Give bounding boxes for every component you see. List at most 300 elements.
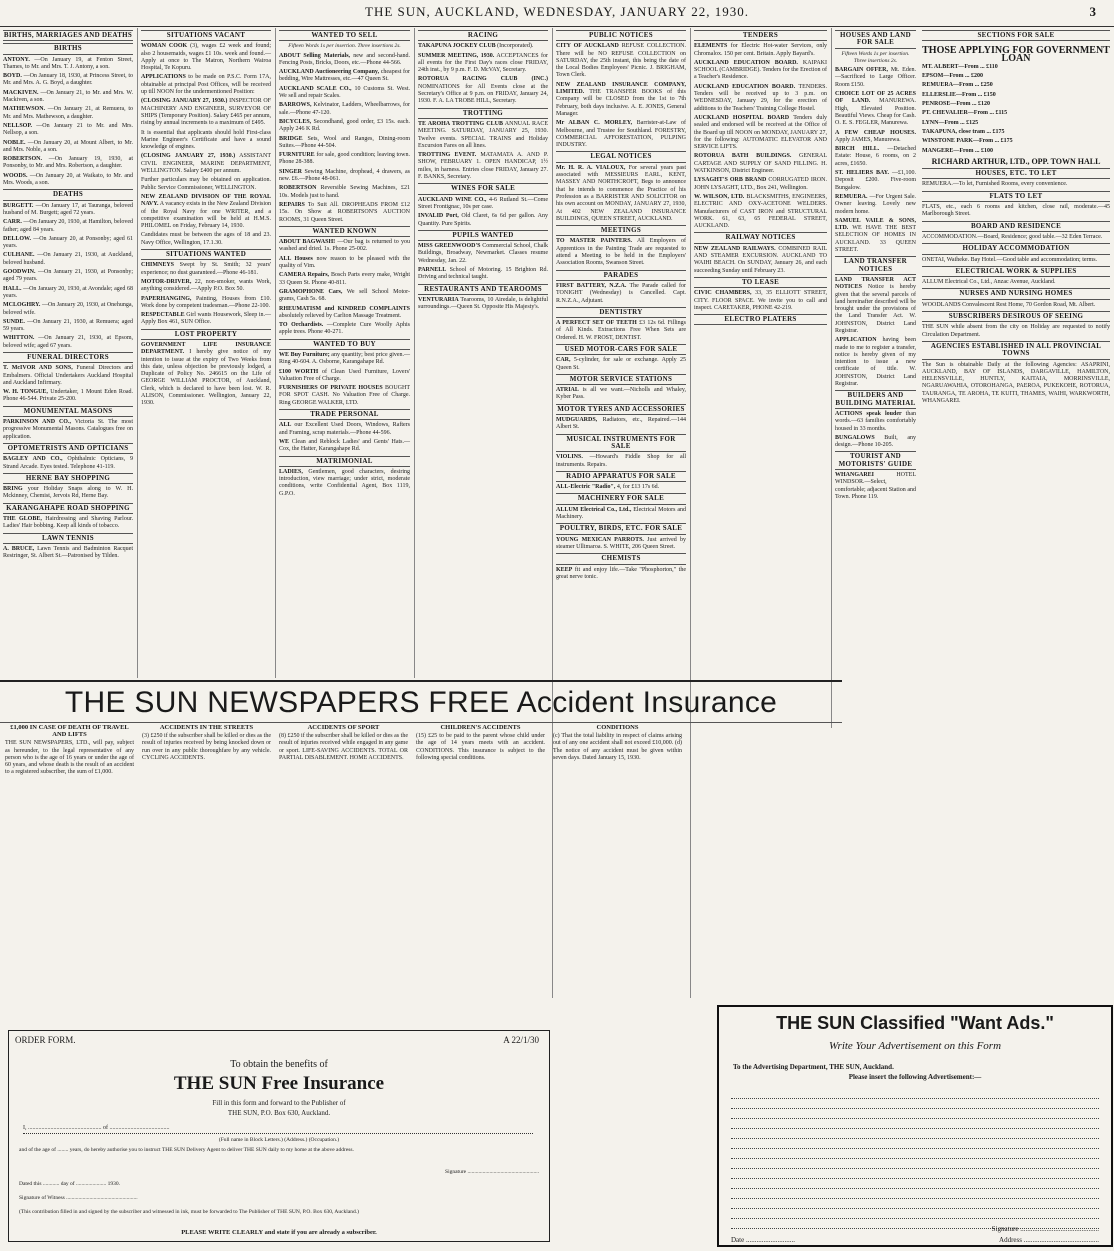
- price-list: [922, 64, 1110, 155]
- notice-caption: ELEMENTS: [694, 43, 728, 50]
- notice-item: [279, 239, 410, 254]
- notice-text: Old Claret, 6s 6d per gallon. Any Quantity. Pure Spirits.: [418, 213, 549, 227]
- notice-caption: T. McIVOR AND SONS,: [3, 365, 73, 372]
- section-heading: TOURIST AND MOTORISTS' GUIDE: [835, 451, 916, 470]
- notice-caption: REPAIRS: [279, 201, 305, 208]
- notice-item: [3, 546, 133, 561]
- section-heading: POULTRY, BIRDS, ETC. FOR SALE: [556, 523, 686, 534]
- notice-caption: CULHANE.: [3, 252, 35, 259]
- loan-title: THOSE APPLYING FOR GOVERNMENT LOAN: [922, 45, 1110, 64]
- notice-text: —On January 20, 1930, at Hamilton, beloved father; aged 84 years.: [3, 219, 134, 233]
- notice-text: The Sun is obtainable Daily at the following Agencies: ASAPRINI, AUCKLAND, BAY OF ISLANDS, DARGAVILLE, HAMILTON, HELENSVILLE, HUNTLY, KAITAIA, MORRINSVILLE, NGARUAWAHIA, OTOROHANGA, PAEROA, PUKEKOHE, ROTORUA, TAURANGA, TE AROHA, TE KUITI, THAMES, WAIHI, WARKWORTH, WHANGAREI.: [922, 361, 1110, 404]
- notice-caption: ABOUT Selling Materials,: [279, 52, 351, 59]
- notice-caption: BAGLEY AND CO.,: [3, 456, 63, 463]
- notice-text: ACCOMMODATION.—Board, Residence; good table.—32 Eden Terrace.: [922, 233, 1103, 240]
- section-heading: TROTTING: [418, 108, 548, 119]
- notice-caption: INVALID Port,: [418, 213, 459, 220]
- notice-item: [556, 357, 686, 372]
- notice-item: [418, 43, 548, 50]
- notice-caption: AUCKLAND EDUCATION BOARD.: [694, 83, 796, 90]
- notice-text: REMUERA.—To let, Furnished Rooms, every convenience.: [922, 181, 1068, 188]
- notice-caption: ANTONY.: [3, 56, 30, 63]
- dated-field[interactable]: Dated this ............ day of ...................... 1930.: [19, 1181, 120, 1187]
- notice-text: We sell School Motor-grams, Cash 5s. 68.: [279, 288, 410, 303]
- section-heading: MOTOR TYRES AND ACCESSORIES: [556, 404, 686, 415]
- price-list-item: REMUERA—From ... £250: [922, 82, 993, 89]
- notice-text: Apply JAMES, Manurewa.: [835, 136, 901, 143]
- order-form-number: A 22/1/30: [503, 1035, 539, 1045]
- notice-text: £3 12s 6d. Fillings of All Kinds. Extractions Free When Sets are Ordered. H. W. FROST, DENTIST.: [556, 320, 686, 341]
- section-heading: WANTED TO SELL: [279, 30, 410, 41]
- notice-item: [141, 279, 271, 294]
- column-4: [414, 28, 551, 678]
- notice-item: [556, 507, 686, 522]
- notice-text: MATAMATA A. AND P. SHOW, FEBRUARY 1. OPEN HANDICAP, 1½ miles, in harness. Entries close FRIDAY, January 27. F. BANKS, Secretary.: [418, 152, 548, 181]
- other-sections: [922, 168, 1110, 405]
- notice-caption: NEW ZEALAND INSURANCE COMPANY, LIMITED.: [556, 81, 686, 96]
- want-ads-form: [717, 1005, 1113, 1247]
- notice-text: Hairdressing and Shaving Parlour. Ladies' Hair bobbing. Keep all kinds of tobacco.: [3, 516, 134, 530]
- page-number: 3: [1089, 4, 1096, 19]
- notice-item: [694, 290, 827, 312]
- section-heading: KARANGAHAPE ROAD SHOPPING: [3, 503, 133, 514]
- insurance-text: (3) £250 if the subscriber shall be killed or dies as the result of injuries received by being knocked down or run over in any public thoroughfare by any vehicle. CYCLING ACCIDENTS.: [142, 733, 271, 761]
- notice-text: CORRUGATED IRON. JOHN LYSAGHT, LTD., Box 241, Wellington.: [694, 177, 827, 191]
- notice-item: [694, 84, 827, 113]
- notice-caption: HALL.: [3, 285, 22, 292]
- notice-text: THE TRANSFER BOOKS of this Company will be CLOSED from the 1st to 7th February, both days inclusive. A. E. JONES, General Manager.: [556, 89, 686, 117]
- section-heading: MEETINGS: [556, 225, 686, 236]
- want-ads-to: To the Advertising Department, THE SUN, Auckland.: [733, 1063, 894, 1071]
- insurance-heading: CHILDREN'S ACCIDENTS: [440, 724, 521, 731]
- notice-caption: Mr ALBAN C. MORLEY,: [556, 120, 633, 127]
- section-heading: HOUSES, ETC. TO LET: [922, 168, 1110, 179]
- ad-line[interactable]: [731, 1119, 1099, 1129]
- notice-text: A vacancy exists in the New Zealand Division of the Royal Navy for one WRITER, and a competitive examination will be held at H.M.S. PHILOMEL on Friday, February 14, 1930.: [141, 201, 272, 230]
- notice-text: Lawn Tennis and Badminton Racquet Restringer, St. Albert St.—Patronised by Tilden.: [3, 545, 133, 560]
- notice-item: [3, 389, 133, 404]
- order-address: THE SUN, P.O. Box 630, Auckland.: [227, 1109, 331, 1117]
- notice-text: (Incorporated).: [497, 43, 534, 50]
- order-title: THE SUN Free Insurance: [173, 1073, 385, 1094]
- notice-caption: (CLOSING JANUARY 27, 1930.): [141, 98, 228, 105]
- notice-item: [141, 177, 271, 192]
- section-heading: MONUMENTAL MASONS: [3, 406, 133, 417]
- order-fill: Fill in this form and forward to the Publisher of: [212, 1099, 346, 1107]
- sections-for-sale-column: [922, 28, 1110, 407]
- notice-caption: KEEP: [556, 566, 573, 573]
- notice-text: Electrical Motors and Machinery.: [556, 506, 687, 521]
- signature-field[interactable]: Signature ....................................................: [445, 1169, 539, 1175]
- notice-caption: FURNITURE: [279, 152, 315, 159]
- notice-caption: SAMUEL VAILE & SONS, LTD.: [835, 217, 916, 232]
- notice-item: [279, 152, 410, 167]
- notice-item: [141, 342, 271, 408]
- notice-caption: BIRCH HILL.: [835, 146, 880, 153]
- notice-caption: AUCKLAND EDUCATION BOARD.: [694, 59, 798, 66]
- masthead: [0, 0, 1114, 27]
- notice-caption: LADIES,: [279, 468, 303, 475]
- ad-line[interactable]: [731, 1189, 1099, 1199]
- section-heading: USED MOTOR-CARS FOR SALE: [556, 344, 686, 355]
- notice-caption: CIVIC CHAMBERS,: [694, 290, 752, 297]
- section-heading: HOLIDAY ACCOMMODATION: [922, 243, 1110, 254]
- ad-line[interactable]: [731, 1159, 1099, 1169]
- notice-item: [141, 130, 271, 152]
- notice-caption: AUCKLAND SCALE CO.,: [279, 85, 352, 92]
- notice-caption: BRIDGE: [279, 135, 303, 142]
- section-heading: RAILWAY NOTICES: [694, 232, 827, 243]
- name-field[interactable]: I, ................................................. of ........................................: [23, 1125, 533, 1134]
- notice-text: —On January 18, 1930, at Princess Street, to Mr. and Mrs. A. G. Boyd, a daughter.: [3, 73, 134, 87]
- section-heading: BOARD AND RESIDENCE: [922, 221, 1110, 232]
- ad-line[interactable]: [731, 1209, 1099, 1219]
- notice-caption: A. BRUCE,: [3, 545, 35, 552]
- notice-item: [418, 53, 548, 75]
- notice-caption: WE Buy Furniture;: [279, 351, 330, 358]
- insurance-heading: ACCIDENTS OF SPORT: [307, 724, 380, 731]
- notice-text: —On January 21, 1930, at Epsom, beloved wife; aged 67 years.: [3, 335, 133, 349]
- section-heading: DENTISTRY: [556, 307, 686, 318]
- notice-item: [556, 238, 686, 267]
- notice-text: Tenders duly sealed and endorsed will be received at the Office of the Board up till NOON on MONDAY, JANUARY 27, for the following: AUTOMATIC ELEVATOR AND SERVICE LIFTS.: [694, 114, 827, 151]
- notice-item: [418, 243, 548, 265]
- ad-line[interactable]: [731, 1139, 1099, 1149]
- notice-text: Tearooms, 10 Airedale, is delightful surroundings.—Queen St. Opposite His Majesty's.: [418, 296, 548, 311]
- notice-item: [3, 73, 133, 88]
- notice-caption: MOTOR-DRIVER,: [141, 278, 192, 285]
- notice-caption: SUNDE.: [3, 318, 25, 325]
- notice-text: Undertaker, 1 Mount Eden Road. Phone 46-544. Private 25-200.: [3, 389, 133, 403]
- price-list-item: LYNN—From ... £125: [922, 119, 979, 126]
- notice-item: [279, 136, 410, 151]
- insurance-text: THE SUN NEWSPAPERS, LTD., will pay, subject as hereunder, to the legal representative of any person who is the age of 16 years or under the age of 60 years, and whose death is the result of an accident to a registered subscriber, the sum of £1,000.: [5, 740, 134, 776]
- notice-text: COMBINED RAIL AND STEAMER EXCURSION. AUCKLAND TO WAIHI BEACH. On SUNDAY, January 26, and each succeeding Sunday until February 23.: [694, 245, 827, 274]
- notice-text: Barrister-at-Law of Melbourne, and Trustee for Southland. FORESTRY, COMMERCIAL AFFORESTATION, PULPING INDUSTRY.: [556, 120, 687, 149]
- notice-item: [418, 76, 548, 105]
- notice-caption: WHITTON.: [3, 335, 35, 342]
- masthead-title: THE SUN, AUCKLAND, WEDNESDAY, JANUARY 22, 1930.: [365, 4, 749, 19]
- notice-text: —On January 20, at Mount Albert, to Mr. and Mrs. Noble, a son.: [3, 139, 133, 153]
- order-form-label: ORDER FORM.: [15, 1035, 76, 1045]
- section-heading: ELECTRICAL WORK & SUPPLIES: [922, 266, 1110, 277]
- notice-text: Further particulars may be obtained on application. Public Service Commissioner, WELLINGTON.: [141, 177, 271, 191]
- notice-caption: £100 WORTH: [279, 368, 319, 375]
- notice-caption: CAMERA Repairs,: [279, 272, 330, 279]
- order-warning: PLEASE WRITE CLEARLY and state if you are already a subscriber.: [181, 1229, 377, 1236]
- notice-caption: BUNGALOWS: [835, 434, 875, 441]
- notice-item: [835, 67, 916, 89]
- notice-item: [3, 219, 133, 234]
- ad-line[interactable]: [731, 1099, 1099, 1109]
- notice-item: [556, 165, 686, 223]
- notice-item: [694, 177, 827, 192]
- notice-text: Radiators, etc., Repaired.—144 Albert St.: [556, 417, 686, 431]
- notice-item: [279, 202, 410, 224]
- section-heading: PARADES: [556, 270, 686, 281]
- insurance-text: (8) £250 if the subscriber shall be killed or dies as the result of injuries received while engaged in any game or sport. LIFE-SAVING ACCIDENTS. TOTAL OR PARTIAL DISABLEMENT. HOME ACCIDENTS.: [279, 733, 408, 761]
- notice-caption: TAKAPUNA JOCKEY CLUB: [418, 43, 496, 50]
- price-list-item: PENROSE—From ... £120: [922, 101, 991, 108]
- section-heading: BUILDERS AND BUILDING MATERIAL: [835, 390, 916, 409]
- notice-item: [835, 194, 916, 216]
- notice-item: [418, 197, 548, 212]
- section-heading: DEATHS: [3, 189, 133, 200]
- notice-text: for Electric Hot-water Services, only Chromalox. 150 per cent. Britain. Apply Bayard's.: [694, 43, 827, 57]
- notice-text: I hereby give notice of my intention to issue at the expiry of Two Weeks from this date, unless objection be previously lodged, a Duplicate of Policy No. 246615 on the Life of GEORGE WILLIAM PROCTOR, of Auckland, Clerk, which is declared to have been lost. W. R. ALISON, Commissioner. Wellington, January 22, 1930.: [141, 349, 271, 407]
- section-heading: TENDERS: [694, 30, 827, 41]
- price-list-item: WINSTONE PARK—From ... £175: [922, 138, 1013, 145]
- notice-item: [835, 277, 916, 335]
- notice-item: [694, 115, 827, 151]
- notice-text: 4-6 Rutland St.—Come Street Frontignac, 10s per case.: [418, 196, 549, 210]
- notice-text: Ophthalmic Opticians, 9 Strand Arcade. Eyes tested. Telephone 41-119.: [3, 456, 133, 470]
- notice-text: Sewing Machine, drophead, 4 drawers, as new. £6.—Phone 48-061.: [279, 168, 410, 183]
- notice-caption: MCLOGHRY.: [3, 302, 41, 309]
- notice-caption: LAND TRANSFER ACT NOTICES: [835, 276, 916, 291]
- notice-caption: ST. HELIERS BAY.: [835, 170, 890, 177]
- notice-item: [835, 435, 916, 450]
- column-7: [831, 28, 919, 728]
- section-heading: AGENCIES ESTABLISHED IN ALL PROVINCIAL TOWNS: [922, 341, 1110, 360]
- notice-caption: (CLOSING JANUARY 27, 1930.): [141, 153, 236, 160]
- notice-item: [3, 156, 133, 171]
- section-heading: LOST PROPERTY: [141, 329, 271, 340]
- notice-text: —On January 21, 1930, at Remuera; aged 59 years.: [3, 318, 133, 333]
- notice-text: School of Motoring. 15 Brighton Rd. Driving and technical taught.: [418, 267, 549, 281]
- notice-item: [556, 484, 686, 491]
- notice-item: [556, 283, 686, 305]
- notice-text: —On January 20, at Waikato, to Mr. and Mrs. Woods, a son.: [3, 172, 134, 187]
- notice-item: [141, 98, 271, 127]
- advertisement-lines[interactable]: [731, 1089, 1099, 1229]
- notice-text: ASSISTANT CIVIL ENGINEER, MARINE DEPARTMENT, WELLINGTON. Salary £400 per annum.: [141, 153, 272, 175]
- notice-text: —On January 20, at Ponsonby; aged 61 years.: [3, 235, 133, 250]
- notice-item: [835, 130, 916, 145]
- notice-text: —£1,100. Deposit £200. Five-room Bungalow.: [835, 170, 916, 191]
- notice-text: HOTEL WINDSOR.—Select, comfortable; adjacent Station and Town. Phone 119.: [835, 472, 916, 500]
- notice-item: [279, 69, 410, 84]
- notice-caption: BICYCLES,: [279, 118, 312, 125]
- section-heading: LAWN TENNIS: [3, 533, 133, 544]
- name-field-hint: (Full name in Block Letters.) (Address.) (Occupation.): [218, 1137, 340, 1143]
- insurance-column: [276, 722, 411, 1002]
- section-heading: RACING: [418, 30, 548, 41]
- notice-caption: TO Orchardists.: [279, 322, 324, 329]
- notice-item: [835, 91, 916, 127]
- notice-text: —On January 20, 1930, at Onehunga, beloved wife.: [3, 302, 134, 316]
- notice-item: [835, 218, 916, 254]
- notice-item: [279, 469, 410, 498]
- notice-caption: ATRIAL: [556, 387, 579, 394]
- notice-caption: BOYD.: [3, 73, 22, 80]
- notice-text: —On January 21 to Mr. and Mrs. Nellsop, a son.: [3, 122, 133, 137]
- notice-text: —On January 17, at Tauranga, beloved husband of M. Burgett; aged 72 years.: [3, 202, 134, 216]
- notice-text: —On January 21, at Remuera, to Mr. and Mrs. Mathewson, a daughter.: [3, 106, 133, 120]
- notice-text: cheapest for bedding, Wire Mattresses, etc.—47 Queen St.: [279, 69, 410, 83]
- notice-item: [141, 194, 271, 230]
- insurance-column: [413, 722, 548, 1002]
- section-heading: PUBLIC NOTICES: [556, 30, 686, 41]
- notice-text: Just arrived by steamer Ullimaroa. S. WHITE, 206 Queen Street.: [556, 536, 687, 550]
- notice-caption: SINGER: [279, 168, 303, 175]
- notice-text: MANUREWA. High, Elevated Position. Beautiful Views. Cheap for Cash. O. E. S. FEGLER, Manurewa.: [835, 98, 916, 127]
- notice-item: [3, 269, 133, 284]
- notice-caption: THE GLOBE,: [3, 516, 42, 523]
- ad-line[interactable]: [731, 1129, 1099, 1139]
- section-heading: WANTED TO BUY: [279, 339, 410, 350]
- notice-caption: W. WILSON, LTD.: [694, 193, 745, 200]
- notice-caption: AUCKLAND HOSPITAL BOARD: [694, 114, 790, 121]
- section-heading: LEGAL NOTICES: [556, 151, 686, 162]
- notice-caption: APPLICATIONS: [141, 74, 186, 81]
- notice-text: —Howard's Fiddle Shop for all instruments. Repairs.: [556, 454, 686, 468]
- notice-item: [279, 86, 410, 101]
- notice-text: Bosch Parts every make, Wright 33 Queen St. Phone 40-811.: [279, 272, 411, 286]
- notice-caption: ALL-Electric "Radio",: [556, 484, 616, 491]
- notice-caption: REMUERA.: [835, 193, 868, 200]
- notice-caption: APPLICATION: [835, 337, 877, 344]
- notice-item: [3, 90, 133, 105]
- notice-text: (3), wages £2 week and found; also 2 housemaids, wages £1 10s. week and found.—Apply at once to The Matron, Northern Wairoa Hospital, Te Kopuru.: [141, 43, 271, 72]
- notice-item: [279, 169, 410, 184]
- notice-caption: VIOLINS.: [556, 454, 583, 461]
- notice-item: [556, 82, 686, 118]
- order-obtain: To obtain the benefits of: [230, 1059, 328, 1070]
- notice-item: [279, 272, 410, 287]
- ad-line[interactable]: [731, 1179, 1099, 1189]
- want-ads-address[interactable]: Address ...........................................: [999, 1236, 1099, 1244]
- notice-text: fit and enjoy life.—Take "Phosphorton," the great nerve tonic.: [556, 566, 686, 580]
- insurance-text: (c) That the total liability in respect of claims arising out of any one accident shall not exceed £10,000. (d) The notice of any accident must be given within seven days. Dated January 15, 1930.: [553, 733, 682, 761]
- notice-text: Mt. Eden.—Sacrificed to Large Officer. Room £150.: [835, 67, 916, 88]
- notice-caption: ALL: [279, 422, 292, 429]
- notice-item: [279, 352, 410, 367]
- notice-text: to be made on P.S.C. Form 17A, obtainable at principal Post Offices, will be received up till NOON for the undermentioned Position:: [141, 74, 272, 96]
- notice-caption: GOVERNMENT LIFE INSURANCE DEPARTMENT.: [141, 341, 271, 356]
- column-1: [0, 28, 136, 678]
- notice-item: [279, 422, 410, 437]
- notice-caption: ROTORUA BATH BUILDINGS.: [694, 153, 792, 160]
- notice-caption: GOODWIN.: [3, 269, 36, 276]
- witness-field[interactable]: Signature of Witness ....................................................: [19, 1195, 138, 1201]
- section-heading: MACHINERY FOR SALE: [556, 493, 686, 504]
- insurance-column: [550, 722, 685, 1002]
- notice-text: To Suit All. DROPHEADS FROM £12 15s. On Show at ROBERTSON'S AUCTION ROOMS, 31 Queen Street.: [279, 201, 410, 223]
- notice-caption: VENTURARIA: [418, 296, 459, 303]
- notice-caption: LYSAGHT'S ORB BRAND: [694, 177, 767, 184]
- ad-line[interactable]: [731, 1109, 1099, 1119]
- notice-item: [556, 120, 686, 149]
- notice-item: [3, 516, 133, 531]
- notice-item: [3, 252, 133, 267]
- section-heading: HOUSES AND LAND FOR SALE: [835, 30, 916, 49]
- notice-caption: TE AROHA TROTTING CLUB: [418, 120, 503, 127]
- notice-text: Kelvinator, Ladders, Wheelbarrows, for sale.—Phone 47-120.: [279, 102, 410, 116]
- notice-caption: MUDGUARDS,: [556, 417, 598, 424]
- notice-item: [3, 456, 133, 471]
- order-form: [8, 1030, 550, 1242]
- notice-item: [556, 567, 686, 582]
- notice-caption: GRAMOPHONE Cars,: [279, 288, 343, 295]
- notice-item: [3, 140, 133, 155]
- notice-caption: NEW ZEALAND RAILWAYS.: [694, 245, 776, 252]
- section-heading: RADIO APPARATUS FOR SALE: [556, 471, 686, 482]
- want-ads-signature[interactable]: Signature .............................................: [991, 1225, 1099, 1233]
- insurance-banner: [0, 680, 842, 723]
- section-heading: FLATS TO LET: [922, 191, 1110, 202]
- section-heading: OPTOMETRISTS AND OPTICIANS: [3, 443, 133, 454]
- ad-line[interactable]: [731, 1169, 1099, 1179]
- notice-text: ONETAI, Waiheke. Bay Hotel.—Good table and accommodation; terms.: [922, 256, 1098, 263]
- notice-caption: NEW ZEALAND DIVISION OF THE ROYAL NAVY.: [141, 193, 271, 208]
- section-heading: PUPILS WANTED: [418, 230, 548, 241]
- column-6: [690, 28, 830, 998]
- notice-text: FLATS, etc., each 6 rooms and kitchen, close rail, moderate.—45 Marlborough Street.: [922, 204, 1110, 218]
- insurance-banner-title: THE SUN NEWSPAPERS FREE Accident Insurance: [64, 686, 778, 719]
- notice-text: GENERAL CARTAGE AND SUPPLY OF SAND FILLING. H. WATKINSON, District Engineer.: [694, 153, 828, 175]
- notice-text: Painting, Houses from £10. Work done by competent tradesman.—Phone 22-100.: [141, 295, 271, 309]
- notice-caption: CHOICE LOT OF 25 ACRES OF LAND.: [835, 91, 916, 105]
- want-ads-date[interactable]: Date ............................: [731, 1236, 795, 1244]
- notice-item: [694, 43, 827, 58]
- notice-item: [279, 102, 410, 117]
- notice-text: Swept by St. Smith; 32 years' experience; no dust guaranteed.—Phone 46-181.: [141, 262, 272, 276]
- notice-caption: TO MASTER PAINTERS.: [556, 238, 633, 245]
- notice-caption: RESPECTABLE: [141, 312, 185, 319]
- notice-text: All Employers of Apprentices in the Painting Trade are requested to attend a Meeting to be held in the Employers' Association Rooms, Swanson Street.: [556, 238, 687, 267]
- want-ads-title: THE SUN Classified "Want Ads.": [776, 1013, 1054, 1033]
- notice-item: [3, 319, 133, 334]
- ad-line[interactable]: [731, 1199, 1099, 1209]
- want-ads-footer: [731, 1225, 1099, 1244]
- notice-text: THE SUN while absent from the city on Holiday are requested to notify Circulation Department.: [922, 324, 1110, 338]
- notice-text: Victoria St. The most progressive Monumental Masons. Catalogues free on application.: [3, 419, 133, 440]
- notice-text: of Clean Used Furniture, Lovers' Valuation Free of Charge.: [279, 368, 410, 382]
- notice-item: [556, 320, 686, 342]
- ad-line[interactable]: [731, 1089, 1099, 1099]
- notice-item: [3, 173, 133, 188]
- notice-caption: CHIMNEYS: [141, 262, 175, 269]
- notice-text: now reason to be pleased with the quality of Vim.: [279, 255, 411, 270]
- notice-text: KAIPAKI SCHOOL (CAMBRIDGE). Tenders for the Erection of a Teacher's Residence.: [694, 59, 827, 81]
- notice-caption: BARROWS,: [279, 102, 312, 109]
- notice-text: INSPECTOR OF MACHINERY AND ENGINEER, SURVEYOR OF SHIPS (Temporary Position). Salary £465 per annum, rising by annual increments to a maximum of £495.: [141, 98, 272, 127]
- price-list-item: MT. ALBERT—From ... £110: [922, 63, 998, 70]
- notice-item: [279, 53, 410, 68]
- notice-caption: ROBERTSON.: [3, 156, 42, 163]
- notice-text: —Complete Cure Woolly Aphis apple trees. Phone 40-271.: [279, 322, 410, 336]
- section-rate-note: Fifteen Words 1s per insertion. Three insertions 2s.: [841, 50, 910, 64]
- notice-text: BOUGHT FOR SPOT CASH. No Valuation Free of Charge. Ring GEORGE WALKER, LTD.: [279, 385, 411, 406]
- notice-text: Candidates must be between the ages of 18 and 23. Navy Office, Wellington, 17.1.30.: [141, 232, 271, 246]
- notice-item: [835, 411, 916, 433]
- section-heading: HERNE BAY SHOPPING: [3, 473, 133, 484]
- notice-item: [418, 267, 548, 282]
- notice-item: [141, 262, 271, 277]
- ad-line[interactable]: [731, 1149, 1099, 1159]
- notice-item: [3, 365, 133, 387]
- notice-text: Gentlemen, good characters, desiring introduction, view marriage; under strict, moderate conditions, write Confidential Agent, Box 1119, G.P.O.: [279, 468, 410, 497]
- notice-item: [279, 256, 410, 271]
- section-heading: SUBSCRIBERS DESIROUS OF SEEING: [922, 311, 1110, 322]
- notice-caption: BURGETT.: [3, 202, 34, 209]
- notice-caption: ABOUT BAGWASH!: [279, 239, 336, 246]
- notice-caption: AUCKLAND Auctioneering Company,: [279, 69, 380, 76]
- notice-text: new and second-hand. Fencing Posts, Bricks, Doors, etc.—Phone 44-566.: [279, 52, 410, 66]
- notice-caption: RHEUMATISM and KINDRED COMPLAINTS: [279, 305, 410, 312]
- notice-item: [835, 472, 916, 501]
